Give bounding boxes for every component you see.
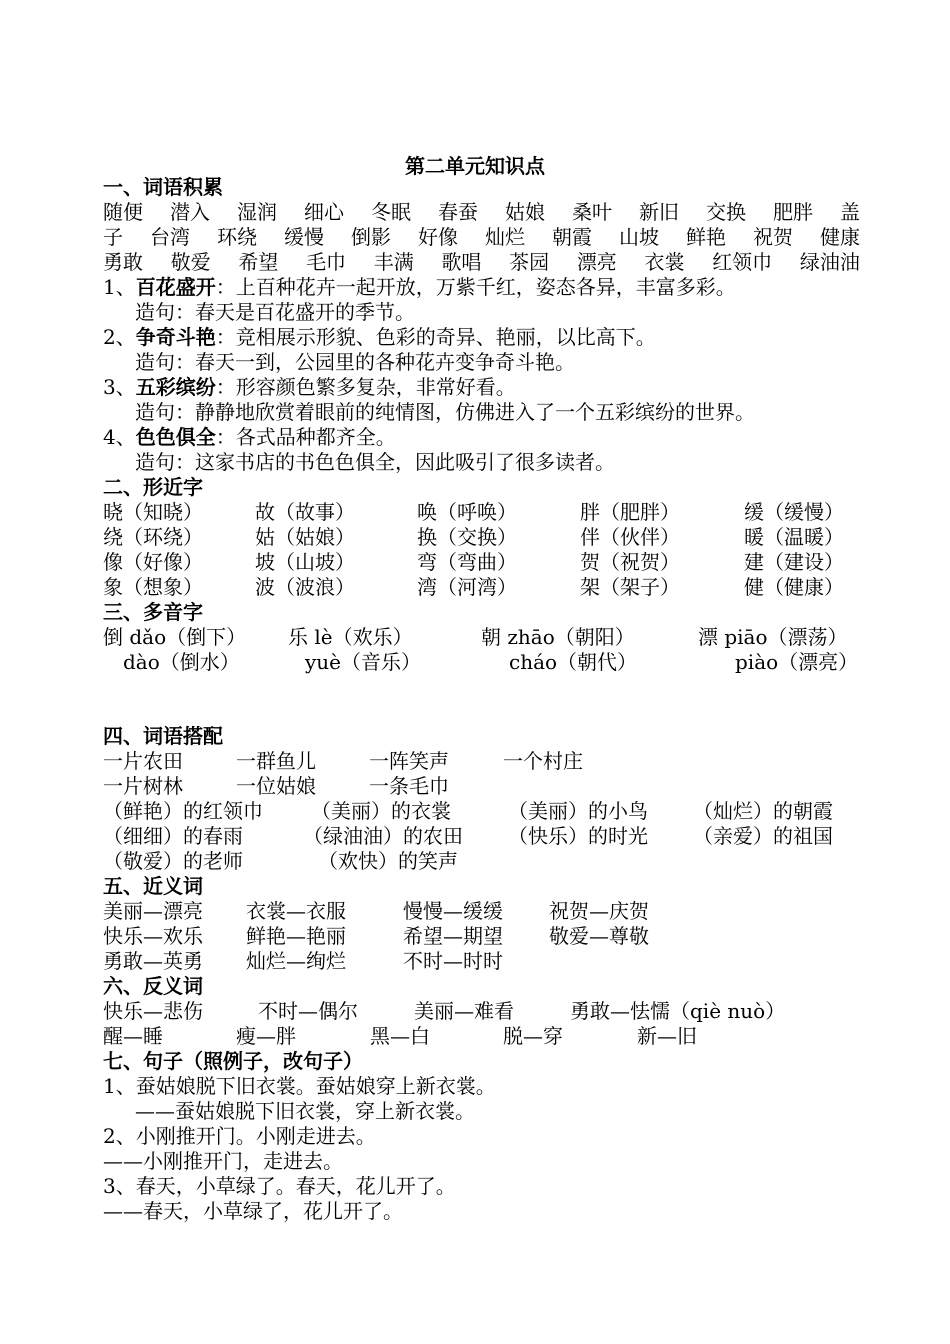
vocab-word: 春蚕 bbox=[438, 200, 478, 224]
vocab-word: 肥胖 bbox=[773, 200, 813, 224]
vocab-word: 红领巾 bbox=[712, 250, 773, 274]
synonym-pair: 勇敢—英勇 bbox=[103, 949, 203, 973]
antonym-pair: 瘦—胖 bbox=[236, 1024, 296, 1048]
collocation-row bbox=[103, 774, 863, 798]
vocab-word: 敬爱 bbox=[170, 250, 211, 274]
vocab-word: 歌唱 bbox=[441, 250, 482, 274]
synonym-pair: 慢慢—缓缓 bbox=[403, 899, 503, 923]
polyphone-entry: 朝 zhāo（朝阳） bbox=[481, 625, 635, 649]
sentence-line: 1、蚕姑娘脱下旧衣裳。蚕姑娘穿上新衣裳。 bbox=[103, 1074, 496, 1098]
collocation-row bbox=[103, 849, 863, 873]
idiom-4: 4、色色俱全：各式品种都齐全。 bbox=[103, 425, 396, 449]
similar-char: 波（波浪） bbox=[255, 575, 355, 599]
similar-char: 胖（肥胖） bbox=[580, 500, 680, 524]
collocation: （亲爱）的祖国 bbox=[693, 824, 833, 848]
similar-char: 像（好像） bbox=[103, 550, 203, 574]
vocab-word: 湿润 bbox=[237, 200, 277, 224]
idiom-definition: ：各式品种都齐全。 bbox=[215, 425, 396, 449]
antonym-pair: 黑—白 bbox=[370, 1024, 430, 1048]
vocab-word: 新旧 bbox=[639, 200, 679, 224]
sentence-line: ——蚕姑娘脱下旧衣裳，穿上新衣裳。 bbox=[135, 1099, 475, 1123]
page-title: 第二单元知识点 bbox=[405, 154, 545, 178]
similar-char: 晓（知晓） bbox=[103, 500, 203, 524]
collocation-row bbox=[103, 799, 863, 823]
collocation: 一群鱼儿 bbox=[236, 749, 316, 773]
vocab-word: 丰满 bbox=[373, 250, 414, 274]
vocab-word: 朝霞 bbox=[552, 225, 592, 249]
similar-char: 象（想象） bbox=[103, 575, 203, 599]
collocation: （快乐）的时光 bbox=[508, 824, 648, 848]
similar-char: 唤（呼唤） bbox=[417, 500, 517, 524]
collocation: 一片树林 bbox=[103, 774, 183, 798]
antonym-pair: 不时—偶尔 bbox=[258, 999, 358, 1023]
vocab-word: 鲜艳 bbox=[686, 225, 726, 249]
vocab-word: 倒影 bbox=[351, 225, 391, 249]
antonym-pair: 快乐—悲伤 bbox=[103, 999, 203, 1023]
idiom-example: 造句：春天是百花盛开的季节。 bbox=[135, 300, 415, 324]
similar-char: 弯（弯曲） bbox=[417, 550, 517, 574]
similar-chars-row bbox=[103, 500, 863, 524]
collocation-row bbox=[103, 749, 863, 773]
vocab-word: 希望 bbox=[238, 250, 279, 274]
idiom-term: 五彩缤纷 bbox=[135, 375, 216, 399]
vocab-word: 交换 bbox=[706, 200, 746, 224]
polyphone-entry: yuè（音乐） bbox=[305, 650, 422, 674]
collocation: （美丽）的小鸟 bbox=[508, 799, 648, 823]
similar-char: 缓（缓慢） bbox=[744, 500, 844, 524]
vocab-word: 祝贺 bbox=[753, 225, 793, 249]
vocab-word: 姑娘 bbox=[505, 200, 545, 224]
sentence-line: 3、春天，小草绿了。春天，花儿开了。 bbox=[103, 1174, 456, 1198]
synonym-pair: 快乐—欢乐 bbox=[103, 924, 203, 948]
idiom-definition: ：竞相展示形貌、色彩的奇异、艳丽，以比高下。 bbox=[215, 325, 656, 349]
vocab-word: 桑叶 bbox=[572, 200, 612, 224]
similar-char: 换（交换） bbox=[417, 525, 517, 549]
polyphone-entry: 漂 piāo（漂荡） bbox=[698, 625, 848, 649]
synonym-row bbox=[103, 949, 863, 973]
antonym-pair: 美丽—难看 bbox=[414, 999, 514, 1023]
vocab-word: 随便 bbox=[103, 200, 143, 224]
similar-char: 故（故事） bbox=[255, 500, 355, 524]
similar-char: 健（健康） bbox=[744, 575, 844, 599]
collocation: （绿油油）的农田 bbox=[303, 824, 463, 848]
vocab-word: 潜入 bbox=[170, 200, 210, 224]
similar-char: 姑（姑娘） bbox=[255, 525, 355, 549]
idiom-example: 造句：静静地欣赏着眼前的纯情图，仿佛进入了一个五彩缤纷的世界。 bbox=[135, 400, 755, 424]
vocab-word: 缓慢 bbox=[284, 225, 324, 249]
collocation: （细细）的春雨 bbox=[103, 824, 243, 848]
idiom-term: 百花盛开 bbox=[135, 275, 216, 299]
vocab-row-2 bbox=[103, 225, 860, 249]
idiom-definition: ：形容颜色繁多复杂，非常好看。 bbox=[215, 375, 516, 399]
similar-char: 架（架子） bbox=[580, 575, 680, 599]
antonym-pair: 新—旧 bbox=[637, 1024, 697, 1048]
similar-char: 伴（伙伴） bbox=[580, 525, 680, 549]
synonym-row bbox=[103, 924, 863, 948]
vocab-word: 子 bbox=[103, 225, 123, 249]
vocab-word: 健康 bbox=[820, 225, 860, 249]
collocation: （欢快）的笑声 bbox=[318, 849, 458, 873]
sentence-line: ——小刚推开门，走进去。 bbox=[103, 1149, 343, 1173]
section-heading-antonyms: 六、反义词 bbox=[103, 974, 203, 998]
similar-char: 建（建设） bbox=[744, 550, 844, 574]
similar-char: 绕（环绕） bbox=[103, 525, 203, 549]
antonym-row bbox=[103, 999, 863, 1023]
vocab-word: 衣裳 bbox=[644, 250, 685, 274]
collocation: 一个村庄 bbox=[503, 749, 583, 773]
idiom-term: 色色俱全 bbox=[135, 425, 216, 449]
vocab-word: 细心 bbox=[304, 200, 344, 224]
collocation: 一片农田 bbox=[103, 749, 183, 773]
polyphone-row bbox=[103, 625, 863, 649]
polyphone-entry: 倒 dǎo（倒下） bbox=[103, 625, 247, 649]
synonym-pair: 敬爱—尊敬 bbox=[549, 924, 649, 948]
vocab-word: 盖 bbox=[840, 200, 860, 224]
similar-char: 坡（山坡） bbox=[255, 550, 355, 574]
collocation: （灿烂）的朝霞 bbox=[693, 799, 833, 823]
similar-chars-row bbox=[103, 550, 863, 574]
vocab-word: 茶园 bbox=[509, 250, 550, 274]
synonym-pair: 灿烂—绚烂 bbox=[246, 949, 346, 973]
section-heading-polyphones: 三、多音字 bbox=[103, 600, 203, 624]
vocab-word: 灿烂 bbox=[485, 225, 525, 249]
synonym-pair: 鲜艳—艳丽 bbox=[246, 924, 346, 948]
section-heading-sentences: 七、句子（照例子，改句子） bbox=[103, 1049, 363, 1073]
idiom-example: 造句：这家书店的书色色俱全，因此吸引了很多读者。 bbox=[135, 450, 615, 474]
collocation: （鲜艳）的红领巾 bbox=[103, 799, 263, 823]
vocab-word: 环绕 bbox=[217, 225, 257, 249]
collocation: 一阵笑声 bbox=[369, 749, 449, 773]
vocab-row-3 bbox=[103, 250, 860, 274]
polyphone-entry: 乐 lè（欢乐） bbox=[288, 625, 413, 649]
synonym-pair: 美丽—漂亮 bbox=[103, 899, 203, 923]
synonym-pair: 祝贺—庆贺 bbox=[549, 899, 649, 923]
section-heading-vocabulary: 一、词语积累 bbox=[103, 175, 223, 199]
similar-char: 暖（温暖） bbox=[744, 525, 844, 549]
polyphone-entry: cháo（朝代） bbox=[509, 650, 638, 674]
vocab-word: 勇敢 bbox=[103, 250, 143, 274]
antonym-pair: 脱—穿 bbox=[503, 1024, 563, 1048]
synonym-pair: 希望—期望 bbox=[403, 924, 503, 948]
collocation-row bbox=[103, 824, 863, 848]
antonym-pair: 醒—睡 bbox=[103, 1024, 163, 1048]
sentence-line: ——春天，小草绿了，花儿开了。 bbox=[103, 1199, 403, 1223]
vocab-word: 山坡 bbox=[619, 225, 659, 249]
synonym-row bbox=[103, 899, 863, 923]
section-heading-synonyms: 五、近义词 bbox=[103, 874, 203, 898]
collocation: 一位姑娘 bbox=[236, 774, 316, 798]
collocation: （敬爱）的老师 bbox=[103, 849, 243, 873]
similar-char: 湾（河湾） bbox=[417, 575, 517, 599]
vocab-word: 冬眠 bbox=[371, 200, 411, 224]
similar-chars-row bbox=[103, 575, 863, 599]
section-heading-collocations: 四、词语搭配 bbox=[103, 724, 223, 748]
sentence-line: 2、小刚推开门。小刚走进去。 bbox=[103, 1124, 376, 1148]
idiom-2: 2、争奇斗艳：竞相展示形貌、色彩的奇异、艳丽，以比高下。 bbox=[103, 325, 656, 349]
collocation: （美丽）的衣裳 bbox=[311, 799, 451, 823]
vocab-row-1 bbox=[103, 200, 860, 224]
vocab-word: 毛巾 bbox=[306, 250, 347, 274]
similar-chars-row bbox=[103, 525, 863, 549]
antonym-row bbox=[103, 1024, 863, 1048]
vocab-word: 好像 bbox=[418, 225, 458, 249]
polyphone-entry: dào（倒水） bbox=[123, 650, 240, 674]
idiom-3: 3、五彩缤纷：形容颜色繁多复杂，非常好看。 bbox=[103, 375, 516, 399]
synonym-pair: 衣裳—衣服 bbox=[246, 899, 346, 923]
idiom-example: 造句：春天一到，公园里的各种花卉变争奇斗艳。 bbox=[135, 350, 575, 374]
antonym-pair: 勇敢—怯懦（qiè nuò） bbox=[570, 999, 786, 1023]
idiom-1: 1、百花盛开：上百种花卉一起开放，万紫千红，姿态各异，丰富多彩。 bbox=[103, 275, 736, 299]
vocab-word: 台湾 bbox=[150, 225, 190, 249]
polyphone-entry: piào（漂亮） bbox=[735, 650, 859, 674]
idiom-term: 争奇斗艳 bbox=[135, 325, 216, 349]
vocab-word: 漂亮 bbox=[576, 250, 617, 274]
section-heading-similar-chars: 二、形近字 bbox=[103, 475, 203, 499]
vocab-word: 绿油油 bbox=[799, 250, 860, 274]
idiom-definition: ：上百种花卉一起开放，万紫千红，姿态各异，丰富多彩。 bbox=[215, 275, 736, 299]
polyphone-row bbox=[103, 650, 863, 674]
similar-char: 贺（祝贺） bbox=[580, 550, 680, 574]
synonym-pair: 不时—时时 bbox=[403, 949, 503, 973]
collocation: 一条毛巾 bbox=[369, 774, 449, 798]
